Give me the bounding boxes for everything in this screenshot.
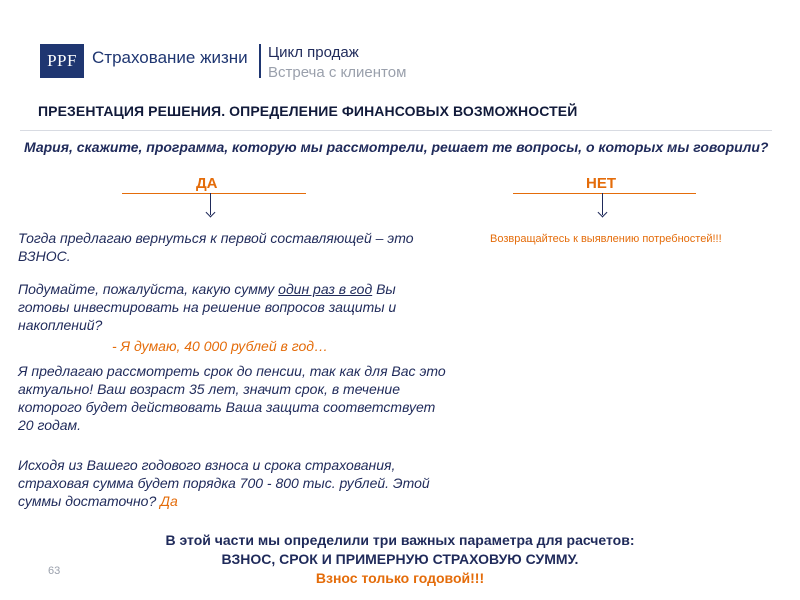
summary-block [0, 531, 800, 588]
summary-line-1: В этой части мы определили три важных параметра для расчетов: [165, 532, 635, 548]
no-underline [513, 193, 696, 194]
client-answer: - Я думаю, 40 000 рублей в год… [112, 338, 328, 354]
page-number: 63 [48, 565, 61, 577]
no-branch-text: Возвращайтесь к выявлению потребностей!!! [490, 233, 722, 245]
header-divider [259, 44, 261, 78]
amount-text-underlined: один раз в год [278, 281, 373, 297]
sum-question: Исходя из Вашего годового взноса и срока страхования, страховая сумма будет порядка 700 - 800 тыс. рублей. Этой суммы достаточно? [18, 457, 430, 509]
yes-arrow-icon [206, 208, 216, 218]
yes-paragraph-sum [18, 456, 453, 510]
section-subtitle: Встреча с клиентом [268, 64, 407, 81]
ppf-logo: PPF [40, 44, 84, 78]
no-arrow-icon [598, 208, 608, 218]
amount-text-start: Подумайте, пожалуйста, какую сумму [18, 281, 279, 297]
logo-text: Страхование жизни [92, 48, 248, 67]
sum-answer: Да [160, 493, 178, 509]
yes-paragraph-amount [18, 280, 448, 334]
question-text: Мария, скажите, программа, которую мы рассмотрели, решает те вопросы, о которых мы говорили? [24, 139, 769, 155]
yes-paragraph-fee: Тогда предлагаю вернуться к первой составляющей – это ВЗНОС. [18, 230, 414, 264]
slide-title: ПРЕЗЕНТАЦИЯ РЕШЕНИЯ. ОПРЕДЕЛЕНИЕ ФИНАНСОВЫХ ВОЗМОЖНОСТЕЙ [38, 103, 578, 119]
yes-label: ДА [196, 175, 218, 192]
no-label: НЕТ [586, 175, 616, 192]
summary-line-2: ВЗНОС, СРОК И ПРИМЕРНУЮ СТРАХОВУЮ СУММУ. [221, 551, 579, 567]
section-title: Цикл продаж [268, 44, 359, 61]
title-divider [20, 130, 772, 131]
amount-text-end: Вы готовы инвестировать на решение вопросов защиты и накоплений? [18, 281, 397, 333]
yes-paragraph-term: Я предлагаю рассмотреть срок до пенсии, так как для Вас это актуально! Ваш возраст 35 лет, значит срок, в течение которого будет действовать Ваша защита соответствует 20 годам. [18, 363, 446, 433]
summary-line-3: Взнос только годовой!!! [315, 570, 485, 586]
yes-underline [122, 193, 306, 194]
